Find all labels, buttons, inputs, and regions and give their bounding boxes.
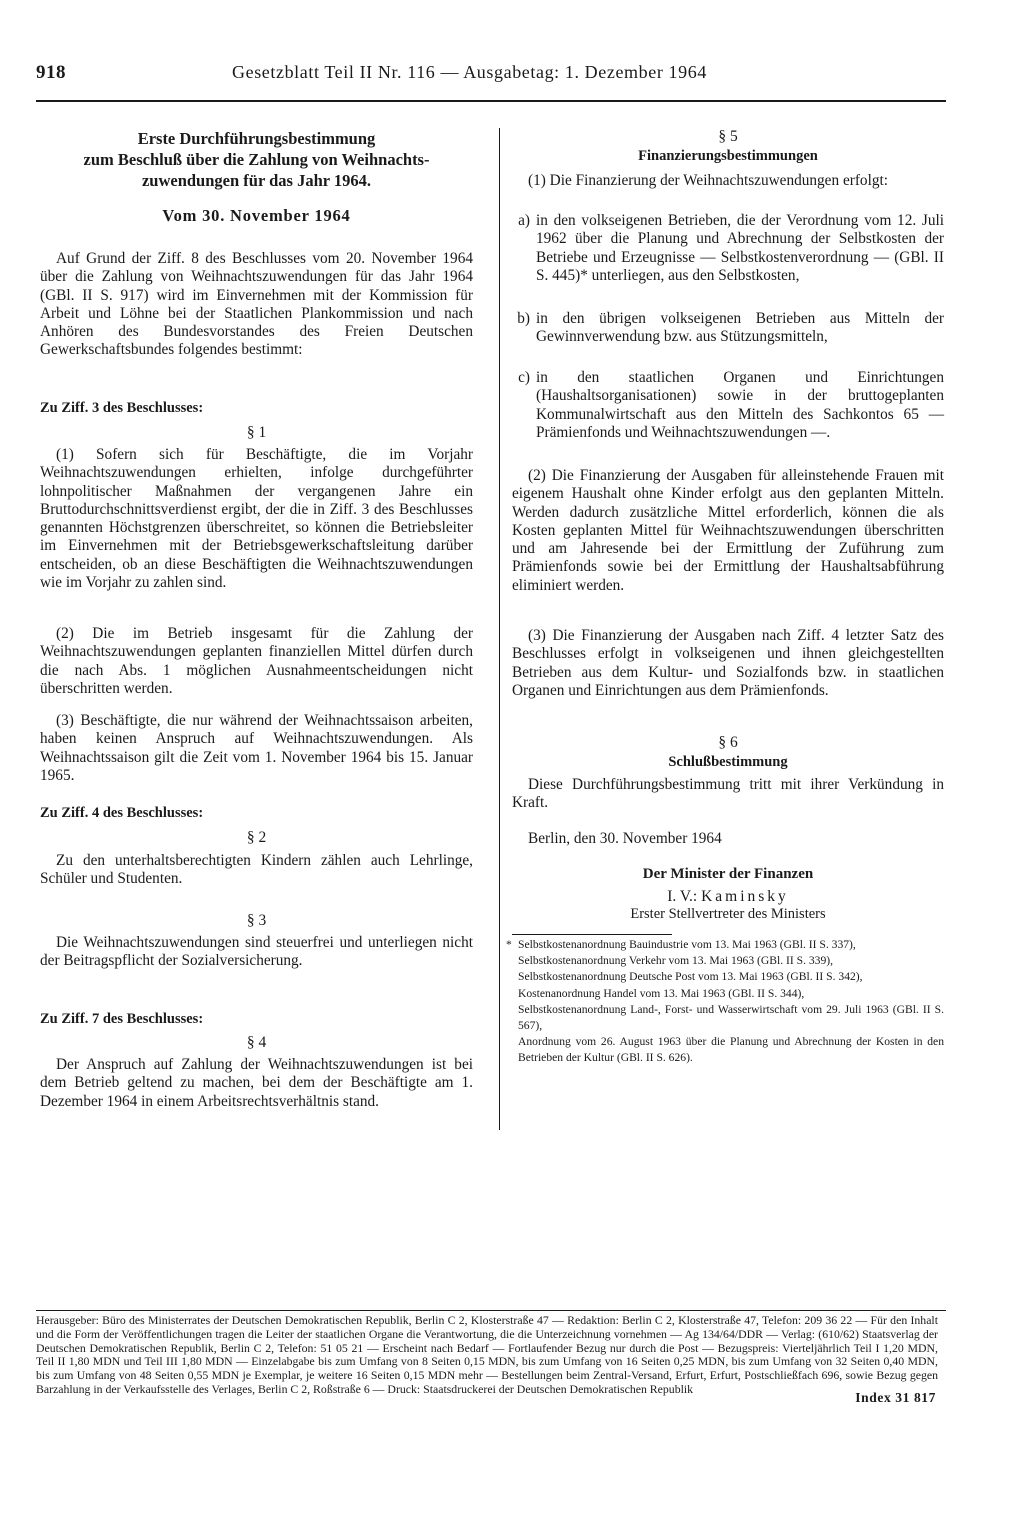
signer-name: Kaminsky — [701, 888, 789, 905]
footnote-text: Selbstkostenanordnung Land-, Forst- und Wasserwirtschaft vom 29. Juli 1963 (GBl. II S. 567), — [518, 1002, 944, 1033]
header-rule — [36, 100, 946, 102]
title-line-1: Erste Durchführungsbestimmung — [137, 129, 376, 148]
signature-iv: I. V.: — [667, 888, 698, 905]
footnote-item — [506, 937, 944, 953]
section-1-paragraph-2: (2) Die im Betrieb insgesamt für die Zahlung der Weihnachtszuwendungen geplanten finanziellen Mittel dürfen durch die nach Abs. 1 möglichen Ausnahmeentscheidungen nicht überschritten werden. — [40, 625, 473, 697]
section-3-paragraph: Die Weihnachtszuwendungen sind steuerfrei und unterliegen nicht der Beitragspflicht der Sozialversicherung. — [40, 934, 473, 970]
footnote-marker: * — [506, 938, 512, 951]
header-title: Gesetzblatt Teil II Nr. 116 — Ausgabetag: 1. Dezember 1964 — [232, 62, 707, 82]
footnote-text: Selbstkostenanordnung Verkehr vom 13. Mai 1963 (GBl. II S. 339), — [518, 954, 834, 968]
section-2-paragraph: Zu den unterhaltsberechtigten Kindern zählen auch Lehrlinge, Schüler und Studenten. — [40, 852, 473, 888]
section-4-paragraph: Der Anspruch auf Zahlung der Weihnachtszuwendungen ist bei dem Betrieb geltend zu machen, bei dem der Beschäftigte am 1. Dezember 1964 in einem Arbeitsrechtsverhältnis stand. — [40, 1056, 473, 1110]
section-5-paragraph-2: (2) Die Finanzierung der Ausgaben für alleinstehende Frauen mit eigenem Haushalt ohne Kinder erfolgt aus den geplanten Mitteln. Werden dadurch zusätzliche Mittel erforderlich, können die als Kosten geplanten Mittel für Weihnachtszuwendungen überschritten und am Jahresende bei der Ermittlung der Zuführung zum Prämienfonds sowie bei der Ermittlung der Haushaltsabführung eliminiert werden. — [512, 467, 944, 594]
section-6-paragraph: Diese Durchführungsbestimmung tritt mit ihrer Verkündung in Kraft. — [512, 776, 944, 812]
footnote-item — [506, 953, 944, 969]
heading-zu-ziff-4: Zu Ziff. 4 des Beschlusses: — [40, 805, 204, 821]
section-1-paragraph-3: (3) Beschäftigte, die nur während der Weihnachtssaison arbeiten, haben keinen Anspruch auf Weihnachtszuwendungen. Als Weihnachtssaison gilt die Zeit vom 1. November 1964 bis 15. Januar 1965. — [40, 712, 473, 784]
heading-zu-ziff-7: Zu Ziff. 7 des Beschlusses: — [40, 1011, 204, 1027]
item-c-text: in den staatlichen Organen und Einrichtungen (Haushaltsorganisationen) sowie in der bruttogeplanten Kommunalwirtschaft aus den Mitteln des Sachkontos 65 — Prämienfonds und Weihnachtszuwendungen —. — [536, 369, 944, 441]
preamble: Auf Grund der Ziff. 8 des Beschlusses vom 20. November 1964 über die Zahlung von Weihnachtszuwendungen für das Jahr 1964 (GBl. II S. 917) wird im Einvernehmen mit der Kommission für Arbeit und Löhne bei der Staatlichen Plankommission und nach Anhören des Bundesvorstandes des Freien Deutschen Gewerkschaftsbundes folgendes bestimmt: — [40, 250, 473, 359]
section-5-title: Finanzierungsbestimmungen — [638, 148, 818, 164]
date-line: Vom 30. November 1964 — [162, 206, 351, 225]
signer-role: Erster Stellvertreter des Ministers — [630, 906, 826, 922]
footnote-item — [506, 1002, 944, 1034]
imprint: Herausgeber: Büro des Ministerrates der Deutschen Demokratischen Republik, Berlin C 2, Klosterstraße 47 — Redaktion: Berlin C 2, Klosterstraße 47, Telefon: 209 36 22 — Für den Inhalt und die Form der Veröffentlichungen tragen die Leiter der staatlichen Organe die Verantwortung, die die Unterzeichnung vornehmen — Ag 134/64/DDR — Verlag: (610/62) Staatsverlag der Deutschen Demokratischen Republik, Berlin C 2, Telefon: 51 05 21 — Erscheint nach Bedarf — Fortlaufender Bezug nur durch die Post — Bezugspreis: Vierteljährlich Teil I 1,20 MDN, Teil II 1,80 MDN und Teil III 1,80 MDN — Einzelabgabe bis zum Umfang von 8 Seiten 0,15 MDN, bis zum Umfang von 16 Seiten 0,25 MDN, bis zum Umfang von 32 Seiten 0,40 MDN, bis zum Umfang von 48 Seiten 0,55 MDN je Exemplar, je weitere 16 Seiten 0,15 MDN mehr — Bestellungen beim Zentral-Versand, Erfurt, Erfurt, Postschließfach 696, sowie Bezug gegen Barzahlung in der Verkaufsstelle des Verlages, Berlin C 2, Roßstraße 6 — Druck: Staatsdruckerei der Deutschen Demokratischen Republik — [36, 1313, 938, 1396]
financing-item-b — [498, 310, 944, 347]
index-number: Index 31 817 — [855, 1390, 936, 1405]
place-and-date: Berlin, den 30. November 1964 — [528, 830, 722, 847]
section-6-label: § 6 — [718, 734, 738, 751]
item-c-label: c) — [518, 369, 530, 386]
heading-zu-ziff-3: Zu Ziff. 3 des Beschlusses: — [40, 400, 204, 416]
footnote-text: Selbstkostenanordnung Bauindustrie vom 13. Mai 1963 (GBl. II S. 337), — [518, 938, 856, 951]
footnote-item — [506, 1034, 944, 1066]
financing-item-c — [498, 369, 944, 442]
section-3-label: § 3 — [246, 912, 267, 929]
signature-line — [512, 888, 944, 906]
section-1-label: § 1 — [246, 424, 267, 441]
section-4-label: § 4 — [246, 1034, 267, 1051]
footnote-text: Kostenanordnung Handel vom 13. Mai 1963 (GBl. II S. 344), — [518, 986, 805, 1000]
footnote-rule — [512, 934, 672, 935]
section-5-label: § 5 — [718, 128, 738, 145]
minister-title: Der Minister der Finanzen — [642, 866, 814, 882]
section-6-title: Schlußbestimmung — [668, 754, 788, 770]
financing-item-a — [498, 212, 944, 285]
footnotes — [506, 937, 944, 1067]
section-2-label: § 2 — [246, 829, 267, 846]
section-1-paragraph-1: (1) Sofern sich für Beschäftigte, die im Vorjahr Weihnachtszuwendungen erhielten, infolge durchgeführter lohnpolitischer Maßnahmen der vergangenen Jahre ein Bruttodurchschnittsverdienst ergibt, der die in Ziff. 3 des Beschlusses genannten Höchstgrenzen überschreitet, so können die Betriebsleiter im Einvernehmen mit der Betriebsgewerkschaftsleitung darüber entscheiden, ob an diese Beschäftigten die Weihnachtszuwendungen wie im Vorjahr zu zahlen sind. — [40, 446, 473, 592]
title-line-3: zuwendungen für das Jahr 1964. — [141, 171, 372, 190]
footnote-text: Anordnung vom 26. August 1963 über die Planung und Abrechnung der Kosten in den Betrieben der Kultur (GBl. II S. 626). — [518, 1035, 944, 1065]
section-5-paragraph-3: (3) Die Finanzierung der Ausgaben nach Ziff. 4 letzter Satz des Beschlusses erfolgt in volkseigenen und ihnen gleichgestellten Betrieben aus dem Kultur- und Sozialfonds bzw. in staatlichen Organen und Einrichtungen aus dem Prämienfonds. — [512, 627, 944, 699]
regulation-title — [40, 128, 473, 191]
imprint-rule — [36, 1310, 946, 1311]
footnote-item — [506, 986, 944, 1002]
item-b-text: in den übrigen volkseigenen Betrieben aus Mitteln der Gewinnverwendung bzw. aus Stützungsmitteln, — [536, 310, 944, 346]
item-a-label: a) — [518, 212, 530, 229]
page-number: 918 — [36, 62, 66, 83]
item-a-text: in den volkseigenen Betrieben, die der Verordnung vom 12. Juli 1962 über die Planung und Abrechnung der Selbstkosten der Betriebe und Erzeugnisse — Selbstkostenverordnung — (GBl. II S. 445)* unterliegen, aus den Selbstkosten, — [536, 212, 944, 284]
section-5-paragraph-1: (1) Die Finanzierung der Weihnachtszuwendungen erfolgt: — [528, 172, 888, 189]
footnote-text: Selbstkostenanordnung Deutsche Post vom 13. Mai 1963 (GBl. II S. 342), — [518, 970, 863, 984]
running-header — [36, 62, 946, 94]
item-b-label: b) — [517, 310, 530, 327]
footnote-item — [506, 969, 944, 985]
title-line-2: zum Beschluß über die Zahlung von Weihnachts- — [83, 150, 430, 169]
